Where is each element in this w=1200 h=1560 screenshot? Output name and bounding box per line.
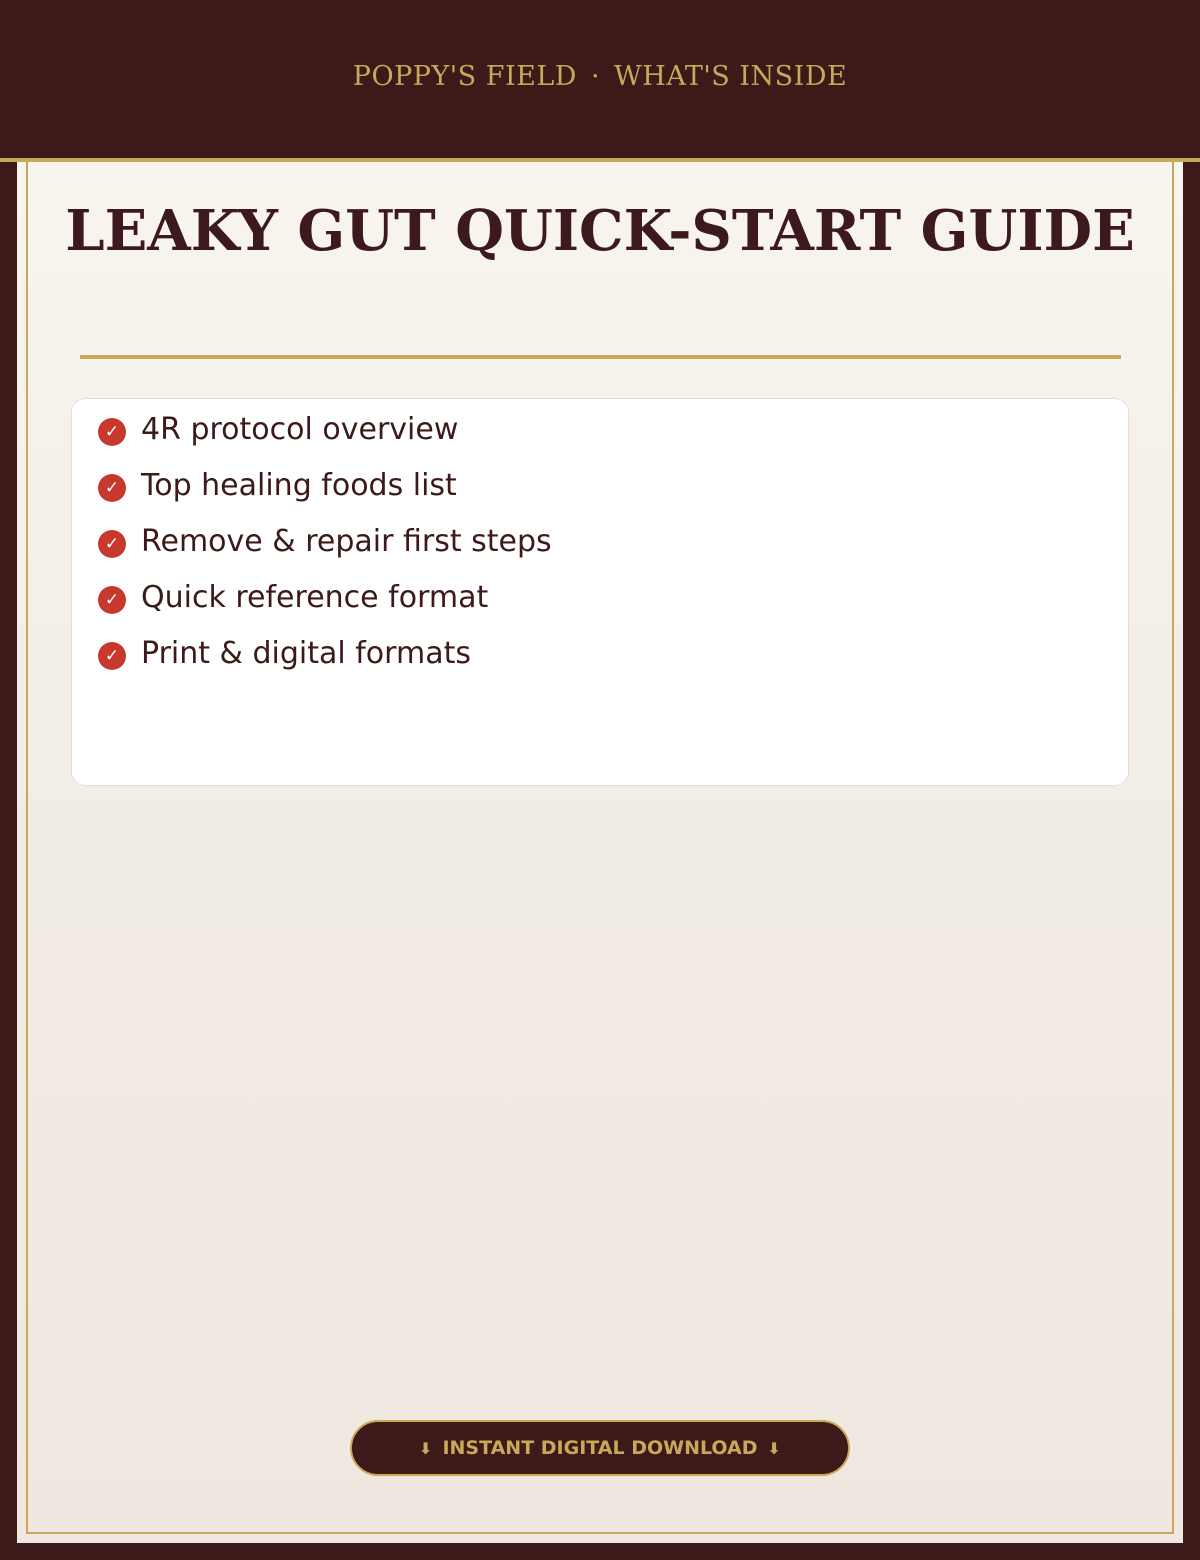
- content-panel: [17, 162, 1183, 1543]
- check-icon: ✓: [98, 530, 126, 558]
- list-item-label: Quick reference format: [141, 579, 489, 615]
- download-icon: ⬇: [767, 1438, 781, 1458]
- list-item-label: Remove & repair first steps: [141, 523, 552, 559]
- list-item: [98, 513, 552, 569]
- header-separator: ·: [590, 60, 601, 92]
- page-title: LEAKY GUT QUICK-START GUIDE: [65, 198, 1135, 264]
- download-button-label: INSTANT DIGITAL DOWNLOAD: [442, 1437, 758, 1459]
- top-header: [0, 0, 1200, 162]
- list-item: [98, 569, 552, 625]
- list-item: [98, 625, 552, 681]
- list-item: [98, 401, 552, 457]
- feature-list: [98, 401, 552, 681]
- list-item-label: 4R protocol overview: [141, 411, 459, 447]
- gold-frame: [26, 162, 1174, 1534]
- brand-name: POPPY'S FIELD: [352, 60, 577, 92]
- header-title: [353, 61, 847, 92]
- list-item-label: Top healing foods list: [141, 467, 457, 503]
- list-item: [98, 457, 552, 513]
- check-icon: ✓: [98, 474, 126, 502]
- instant-download-button[interactable]: [350, 1420, 850, 1476]
- section-name: WHAT'S INSIDE: [614, 60, 848, 92]
- check-icon: ✓: [98, 642, 126, 670]
- list-item-label: Print & digital formats: [141, 635, 471, 671]
- title-divider: [80, 355, 1121, 359]
- check-icon: ✓: [98, 418, 126, 446]
- features-card: [71, 398, 1129, 786]
- download-icon: ⬇: [419, 1438, 433, 1458]
- check-icon: ✓: [98, 586, 126, 614]
